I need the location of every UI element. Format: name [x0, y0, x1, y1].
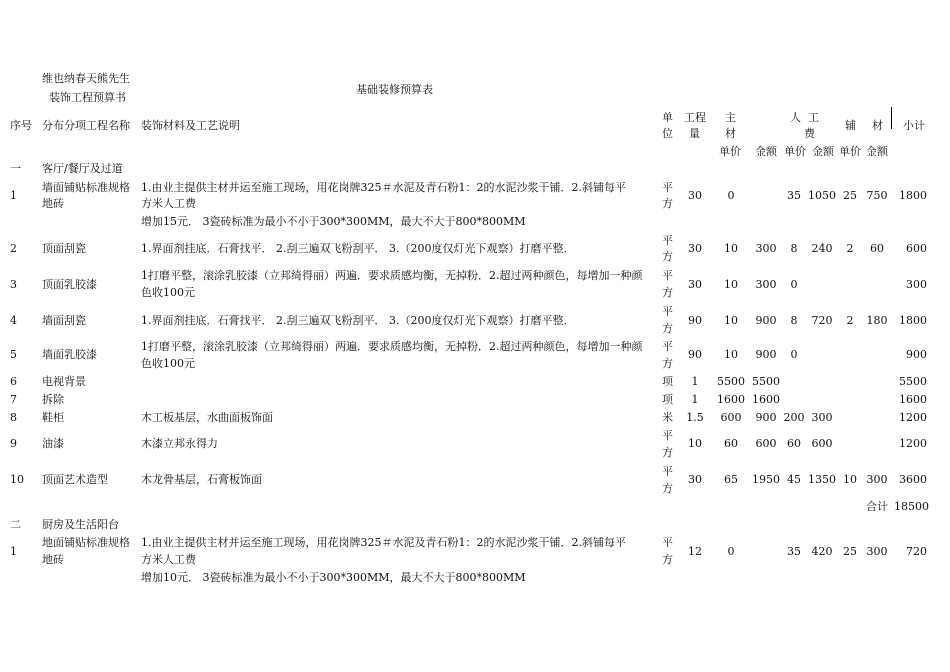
row-desc: 1打磨平整，滚涂乳胶漆（立邦绮得丽）两遍．要求质感均衡，无掉粉．2.超过两种颜色，每增加一种颜 — [141, 269, 643, 282]
section-title: 客厅/餐厅及过道 — [42, 162, 123, 175]
row-main-price: 60 — [724, 437, 738, 450]
row-desc: 1.由业主提供主材并运至施工现场，用花岗牌325＃水泥及青石粉1：2的水泥沙浆干铺．2.斜铺每平 — [141, 181, 626, 194]
row-aux-price: 2 — [846, 242, 854, 255]
row-qty: 90 — [688, 348, 702, 361]
row-name: 地面铺贴标准规格 — [42, 536, 130, 549]
row-desc: 木漆立邦永得力 — [141, 437, 218, 450]
row-desc-cont: 增加10元． 3瓷砖标准为最小不小于300*300MM，最大不大于800*800MM — [141, 571, 526, 584]
row-labor-price: 0 — [790, 348, 798, 361]
col-header-name: 分布分项工程名称 — [42, 119, 130, 132]
row-unit-cont: 方 — [662, 322, 673, 335]
row-aux-amount: 750 — [866, 189, 888, 202]
row-unit: 平 — [662, 465, 673, 478]
row-no: 9 — [10, 437, 17, 450]
row-labor-price: 35 — [787, 545, 801, 558]
col-header-labor-2: 费 — [804, 127, 815, 140]
row-unit-cont: 方 — [662, 197, 673, 210]
row-main-price: 10 — [724, 314, 738, 327]
col-header-main-1: 主 — [725, 111, 736, 124]
col-header-unit-2: 位 — [662, 127, 673, 140]
row-aux-price: 25 — [843, 545, 857, 558]
row-main-price: 10 — [724, 278, 738, 291]
sub-header-main-price: 单价 — [719, 145, 741, 158]
row-name: 顶面艺术造型 — [42, 473, 108, 486]
row-qty: 1 — [691, 393, 699, 406]
row-desc: 1.界面剂挂底．石膏找平． 2.刮三遍双飞粉刮平． 3.（200度仅灯光下观察）打磨平整． — [141, 242, 575, 255]
row-name: 墙面乳胶漆 — [42, 348, 97, 361]
row-labor-price: 200 — [783, 411, 805, 424]
section-number: 二 — [10, 518, 21, 531]
row-unit-cont: 方 — [662, 446, 673, 459]
company-name: 维也纳春天熊先生 — [42, 72, 130, 85]
row-aux-amount: 300 — [866, 473, 888, 486]
col-header-qty-2: 量 — [689, 127, 700, 140]
row-main-price: 0 — [727, 189, 735, 202]
col-header-qty-1: 工程 — [684, 111, 706, 124]
sub-header-labor-price: 单价 — [784, 145, 806, 158]
row-subtotal: 3600 — [899, 473, 927, 486]
row-subtotal: 1600 — [899, 393, 927, 406]
row-unit: 平 — [662, 429, 673, 442]
row-unit-cont: 方 — [662, 357, 673, 370]
col-header-subtotal: 小计 — [903, 119, 925, 132]
sub-header-main-amount: 金额 — [755, 145, 777, 158]
row-no: 3 — [10, 278, 17, 291]
row-subtotal: 1200 — [899, 411, 927, 424]
row-unit: 项 — [662, 393, 673, 406]
row-qty: 30 — [688, 189, 702, 202]
row-desc: 木工板基层，水曲面板饰面 — [141, 411, 273, 424]
row-name: 油漆 — [42, 437, 64, 450]
col-header-seq: 序号 — [10, 119, 32, 132]
row-main-amount: 1950 — [752, 473, 780, 486]
row-qty: 1.5 — [686, 411, 704, 424]
col-header-aux-1: 辅 — [845, 119, 856, 132]
row-qty: 12 — [688, 545, 702, 558]
row-unit-cont: 方 — [662, 553, 673, 566]
row-unit: 平 — [662, 340, 673, 353]
row-no: 8 — [10, 411, 17, 424]
row-labor-amount: 240 — [811, 242, 833, 255]
row-main-amount: 1600 — [752, 393, 780, 406]
row-desc-cont: 色收100元 — [141, 357, 195, 370]
row-desc: 1.界面剂挂底．石膏找平． 2.刮三遍双飞粉刮平． 3.（200度仅灯光下观察）打磨平整． — [141, 314, 575, 327]
row-unit-cont: 方 — [662, 286, 673, 299]
page-title: 基础装修预算表 — [356, 83, 433, 96]
row-aux-amount: 180 — [866, 314, 888, 327]
row-desc-cont: 方米人工费 — [141, 197, 196, 210]
row-unit: 平 — [662, 181, 673, 194]
row-unit: 平 — [662, 234, 673, 247]
row-desc: 木龙骨基层，石膏板饰面 — [141, 473, 262, 486]
row-desc: 1打磨平整，滚涂乳胶漆（立邦绮得丽）两遍．要求质感均衡，无掉粉．2.超过两种颜色，每增加一种颜 — [141, 340, 643, 353]
row-aux-amount: 60 — [870, 242, 884, 255]
row-main-price: 5500 — [717, 375, 745, 388]
row-desc-cont: 色收100元 — [141, 286, 195, 299]
row-main-amount: 900 — [755, 348, 777, 361]
row-no: 4 — [10, 314, 17, 327]
row-subtotal: 1800 — [899, 314, 927, 327]
row-name: 鞋柜 — [42, 411, 64, 424]
row-qty: 30 — [688, 473, 702, 486]
total-label: 合计 — [866, 500, 888, 513]
row-name: 墙面刮瓷 — [42, 314, 86, 327]
row-qty: 1 — [691, 375, 699, 388]
row-labor-price: 8 — [790, 314, 798, 327]
col-header-desc: 装饰材料及工艺说明 — [141, 119, 240, 132]
row-name: 顶面乳胶漆 — [42, 278, 97, 291]
row-no: 5 — [10, 348, 17, 361]
row-main-amount: 600 — [755, 437, 777, 450]
row-unit: 平 — [662, 269, 673, 282]
row-labor-amount: 420 — [811, 545, 833, 558]
row-main-price: 10 — [724, 348, 738, 361]
row-name-cont: 地砖 — [42, 197, 64, 210]
row-qty: 90 — [688, 314, 702, 327]
row-unit: 米 — [662, 411, 673, 424]
row-main-amount: 5500 — [752, 375, 780, 388]
col-header-unit-1: 单 — [662, 111, 673, 124]
row-subtotal: 1200 — [899, 437, 927, 450]
row-labor-amount: 1350 — [808, 473, 836, 486]
row-labor-price: 0 — [790, 278, 798, 291]
row-main-price: 65 — [724, 473, 738, 486]
sub-header-labor-amount: 金额 — [812, 145, 834, 158]
row-subtotal: 5500 — [899, 375, 927, 388]
row-main-amount: 900 — [755, 411, 777, 424]
row-aux-amount: 300 — [866, 545, 888, 558]
section-title: 厨房及生活阳台 — [42, 518, 119, 531]
col-header-labor-1: 人 工 — [790, 111, 819, 124]
header-divider — [891, 107, 892, 129]
row-desc-cont: 增加15元． 3瓷砖标准为最小不小于300*300MM，最大不大于800*800MM — [141, 215, 526, 228]
row-qty: 10 — [688, 437, 702, 450]
row-unit-cont: 方 — [662, 250, 673, 263]
row-aux-price: 25 — [843, 189, 857, 202]
row-no: 10 — [10, 473, 24, 486]
row-subtotal: 900 — [906, 348, 927, 361]
sub-header-aux-price: 单价 — [839, 145, 861, 158]
row-main-price: 1600 — [717, 393, 745, 406]
row-qty: 30 — [688, 278, 702, 291]
row-unit: 平 — [662, 536, 673, 549]
row-no: 2 — [10, 242, 17, 255]
row-name: 电视背景 — [42, 375, 86, 388]
row-subtotal: 720 — [906, 545, 927, 558]
document-subtitle: 装饰工程预算书 — [49, 91, 126, 104]
sub-header-aux-amount: 金额 — [866, 145, 888, 158]
row-subtotal: 300 — [906, 278, 927, 291]
row-unit: 平 — [662, 305, 673, 318]
row-no: 6 — [10, 375, 17, 388]
row-main-amount: 300 — [755, 278, 777, 291]
row-no: 7 — [10, 393, 17, 406]
row-subtotal: 1800 — [899, 189, 927, 202]
row-labor-amount: 1050 — [808, 189, 836, 202]
row-name-cont: 地砖 — [42, 553, 64, 566]
col-header-main-2: 材 — [725, 127, 736, 140]
row-name: 墙面铺贴标准规格 — [42, 181, 130, 194]
row-labor-price: 35 — [787, 189, 801, 202]
row-qty: 30 — [688, 242, 702, 255]
row-labor-price: 8 — [790, 242, 798, 255]
row-unit: 项 — [662, 375, 673, 388]
row-labor-price: 45 — [787, 473, 801, 486]
row-labor-price: 60 — [787, 437, 801, 450]
col-header-aux-2: 材 — [872, 119, 883, 132]
total-value: 18500 — [894, 500, 929, 513]
row-labor-amount: 600 — [811, 437, 833, 450]
row-labor-amount: 300 — [811, 411, 833, 424]
row-main-price: 0 — [727, 545, 735, 558]
row-name: 顶面刮瓷 — [42, 242, 86, 255]
row-main-price: 600 — [720, 411, 742, 424]
row-no: 1 — [10, 189, 17, 202]
row-desc-cont: 方米人工费 — [141, 553, 196, 566]
row-no: 1 — [10, 545, 17, 558]
row-labor-amount: 720 — [811, 314, 833, 327]
row-main-price: 10 — [724, 242, 738, 255]
row-main-amount: 300 — [755, 242, 777, 255]
row-subtotal: 600 — [906, 242, 927, 255]
row-aux-price: 2 — [846, 314, 854, 327]
row-aux-price: 10 — [843, 473, 857, 486]
section-number: 一 — [10, 162, 21, 175]
row-unit-cont: 方 — [662, 482, 673, 495]
row-name: 拆除 — [42, 393, 64, 406]
row-main-amount: 900 — [755, 314, 777, 327]
row-desc: 1.由业主提供主材并运至施工现场，用花岗牌325＃水泥及青石粉1：2的水泥沙浆干铺．2.斜铺每平 — [141, 536, 626, 549]
